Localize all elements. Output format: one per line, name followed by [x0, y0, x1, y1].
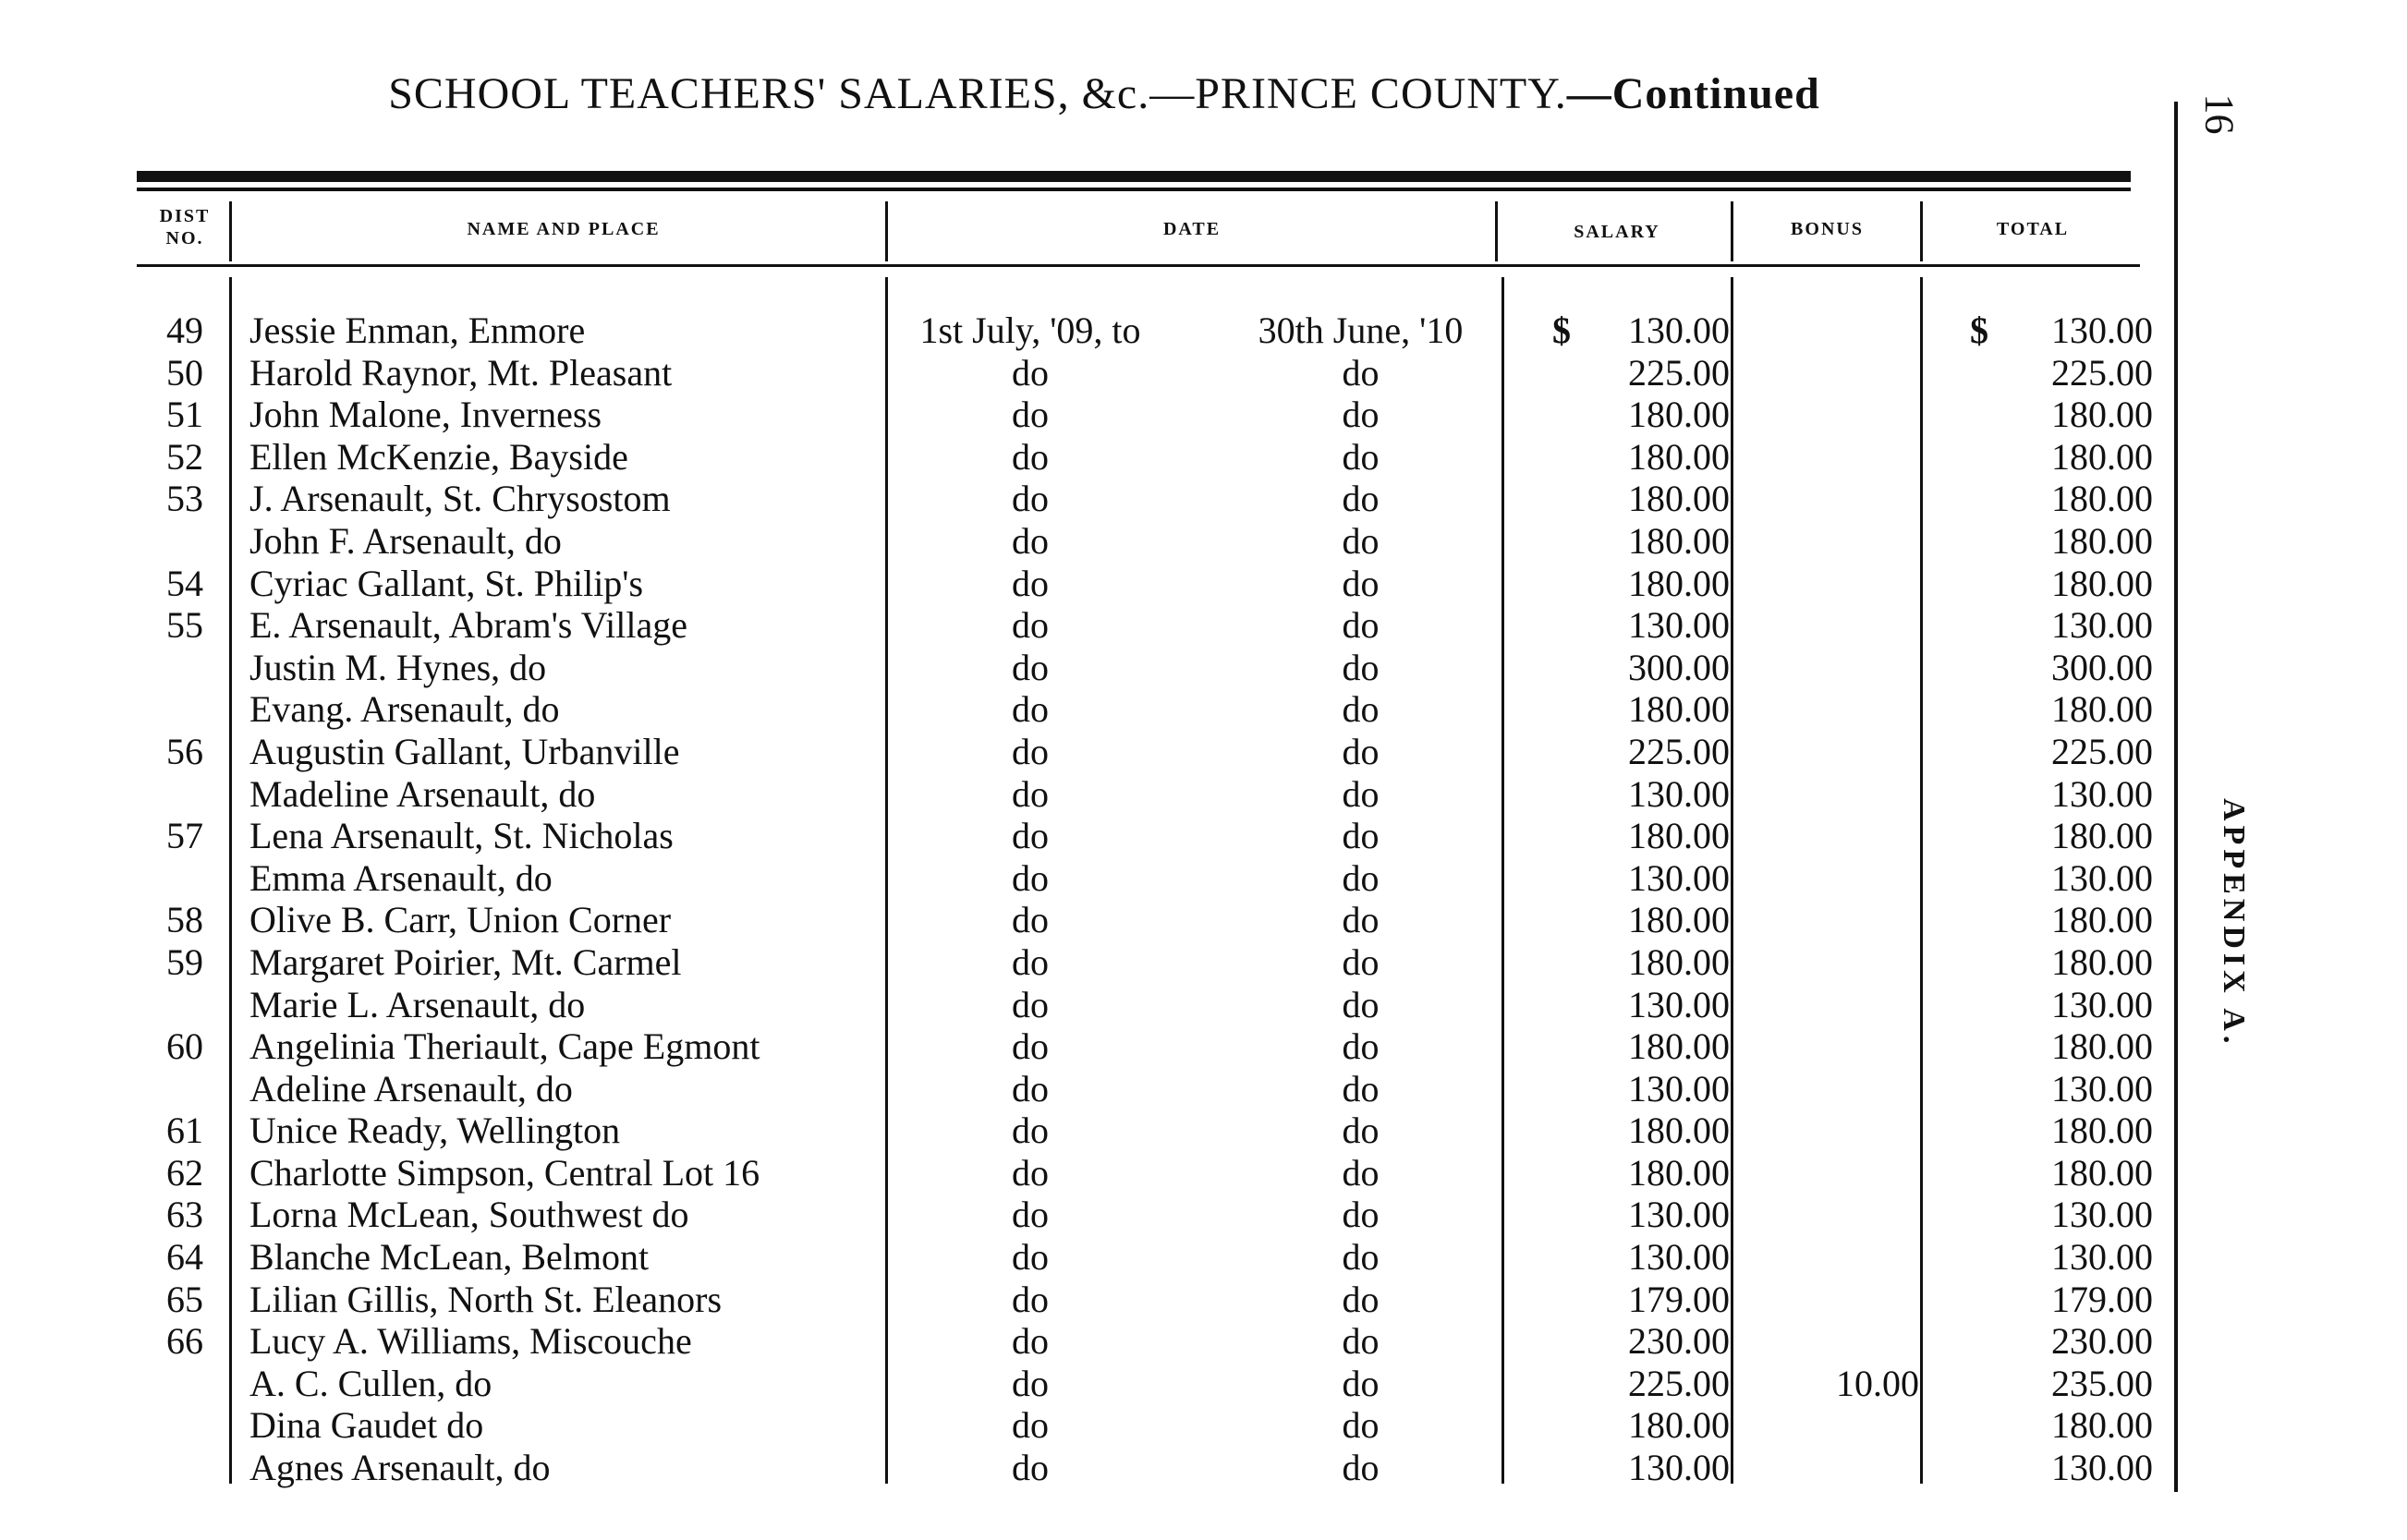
salary-cell: 180.00 — [1628, 940, 1730, 983]
date-to-cell: do — [1342, 1236, 1380, 1279]
dist-cell: 57 — [166, 815, 203, 857]
date-from-cell: do — [1012, 1110, 1049, 1152]
date-from-cell: do — [1012, 1025, 1049, 1068]
salary-cell: 180.00 — [1628, 688, 1730, 731]
name-place-cell: J. Arsenault, St. Chrysostom — [249, 478, 671, 520]
dist-cell: 54 — [166, 562, 203, 604]
date-to-cell: do — [1342, 394, 1380, 436]
salary-cell: 130.00 — [1628, 983, 1730, 1025]
table-row — [0, 1320, 2407, 1363]
column-header-dist: DIST NO. — [159, 206, 211, 249]
salary-cell: 180.00 — [1628, 478, 1730, 520]
date-to-cell: do — [1342, 478, 1380, 520]
name-place-cell: Angelinia Theriault, Cape Egmont — [249, 1025, 760, 1068]
salary-cell: 130.00 — [1628, 1236, 1730, 1279]
header-thick-rule — [137, 171, 2131, 182]
salary-cell: 130.00 — [1628, 309, 1730, 351]
total-cell: 180.00 — [2051, 1110, 2153, 1152]
date-from-cell: do — [1012, 730, 1049, 772]
name-place-cell: Lena Arsenault, St. Nicholas — [249, 815, 674, 857]
total-cell: 180.00 — [2051, 940, 2153, 983]
column-divider — [1495, 201, 1498, 261]
bonus-cell: 10.00 — [1836, 1362, 1919, 1404]
date-from-cell: do — [1012, 1194, 1049, 1236]
date-from-cell: 1st July, '09, to — [919, 309, 1141, 351]
column-header-total: TOTAL — [1996, 219, 2070, 239]
total-cell: 180.00 — [2051, 519, 2153, 562]
date-to-cell: do — [1342, 899, 1380, 941]
salary-cell: 179.00 — [1628, 1278, 1730, 1320]
table-row — [0, 1110, 2407, 1152]
date-from-cell: do — [1012, 1404, 1049, 1447]
date-from-cell: do — [1012, 856, 1049, 899]
salary-cell: 130.00 — [1628, 604, 1730, 647]
table-row — [0, 899, 2407, 941]
date-from-cell: do — [1012, 394, 1049, 436]
date-to-cell: do — [1342, 562, 1380, 604]
salary-cell: 130.00 — [1628, 1067, 1730, 1110]
salary-cell: 225.00 — [1628, 1362, 1730, 1404]
total-cell: 130.00 — [2051, 1447, 2153, 1489]
name-place-cell: Ellen McKenzie, Bayside — [249, 435, 628, 478]
date-to-cell: do — [1342, 1447, 1380, 1489]
date-to-cell: do — [1342, 1194, 1380, 1236]
table-row — [0, 857, 2407, 900]
date-to-cell: do — [1342, 351, 1380, 394]
dist-cell: 63 — [166, 1194, 203, 1236]
total-cell: 225.00 — [2051, 351, 2153, 394]
date-from-cell: do — [1012, 519, 1049, 562]
table-row — [0, 563, 2407, 605]
dist-cell: 60 — [166, 1025, 203, 1068]
table-row — [0, 688, 2407, 731]
total-cell: 130.00 — [2051, 856, 2153, 899]
page-title-main: SCHOOL TEACHERS' SALARIES, &c.—PRINCE COUNTY. — [388, 69, 1567, 118]
table-row — [0, 773, 2407, 816]
column-divider — [1731, 201, 1733, 261]
date-to-cell: do — [1342, 1151, 1380, 1194]
total-cell: 180.00 — [2051, 899, 2153, 941]
table-row — [0, 815, 2407, 857]
salary-table-body — [0, 309, 2407, 1489]
name-place-cell: Unice Ready, Wellington — [249, 1110, 621, 1152]
table-row — [0, 436, 2407, 479]
date-to-cell: do — [1342, 1404, 1380, 1447]
date-to-cell: do — [1342, 856, 1380, 899]
date-from-cell: do — [1012, 1151, 1049, 1194]
salary-cell: 130.00 — [1628, 1447, 1730, 1489]
name-place-cell: Agnes Arsenault, do — [249, 1447, 551, 1489]
name-place-cell: Emma Arsenault, do — [249, 856, 553, 899]
total-cell: 179.00 — [2051, 1278, 2153, 1320]
salary-cell: 180.00 — [1628, 1151, 1730, 1194]
header-thin-rule — [137, 188, 2131, 191]
dist-cell: 61 — [166, 1110, 203, 1152]
page-number: 16 — [2196, 93, 2243, 135]
date-from-cell: do — [1012, 688, 1049, 731]
total-cell: 130.00 — [2051, 1194, 2153, 1236]
total-cell: 180.00 — [2051, 1025, 2153, 1068]
table-row — [0, 1236, 2407, 1279]
name-place-cell: Madeline Arsenault, do — [249, 772, 596, 815]
column-divider — [229, 201, 232, 261]
date-from-cell: do — [1012, 1067, 1049, 1110]
salary-cell: 180.00 — [1628, 815, 1730, 857]
dist-cell: 51 — [166, 394, 203, 436]
date-from-cell: do — [1012, 1447, 1049, 1489]
date-to-cell: do — [1342, 1320, 1380, 1363]
date-to-cell: do — [1342, 646, 1380, 688]
name-place-cell: E. Arsenault, Abram's Village — [249, 604, 687, 647]
total-cell: 180.00 — [2051, 435, 2153, 478]
name-place-cell: Jessie Enman, Enmore — [249, 309, 586, 351]
name-place-cell: Augustin Gallant, Urbanville — [249, 730, 680, 772]
table-row — [0, 1152, 2407, 1194]
table-row — [0, 984, 2407, 1026]
name-place-cell: Marie L. Arsenault, do — [249, 983, 586, 1025]
name-place-cell: Evang. Arsenault, do — [249, 688, 560, 731]
dist-cell: 62 — [166, 1151, 203, 1194]
dist-cell: 55 — [166, 604, 203, 647]
date-from-cell: do — [1012, 1236, 1049, 1279]
date-to-cell: do — [1342, 730, 1380, 772]
date-to-cell: do — [1342, 815, 1380, 857]
date-to-cell: do — [1342, 1067, 1380, 1110]
salary-cell: 180.00 — [1628, 519, 1730, 562]
name-place-cell: John F. Arsenault, do — [249, 519, 562, 562]
total-cell: 130.00 — [2051, 309, 2153, 351]
date-to-cell: do — [1342, 983, 1380, 1025]
total-cell: 225.00 — [2051, 730, 2153, 772]
column-header-bonus: BONUS — [1791, 219, 1864, 239]
date-to-cell: do — [1342, 604, 1380, 647]
page-title-continued: —Continued — [1566, 69, 1820, 118]
total-cell: 235.00 — [2051, 1362, 2153, 1404]
total-cell: 300.00 — [2051, 646, 2153, 688]
table-row — [0, 647, 2407, 689]
name-place-cell: Lorna McLean, Southwest do — [249, 1194, 689, 1236]
name-place-cell: Cyriac Gallant, St. Philip's — [249, 562, 644, 604]
date-to-cell: do — [1342, 519, 1380, 562]
page-title — [0, 68, 2208, 119]
date-from-cell: do — [1012, 772, 1049, 815]
table-row — [0, 1363, 2407, 1405]
date-from-cell: do — [1012, 562, 1049, 604]
salary-cell: 180.00 — [1628, 1025, 1730, 1068]
date-from-cell: do — [1012, 646, 1049, 688]
total-cell: 180.00 — [2051, 1404, 2153, 1447]
salary-cell: 225.00 — [1628, 730, 1730, 772]
name-place-cell: Justin M. Hynes, do — [249, 646, 547, 688]
salary-cell: 130.00 — [1628, 856, 1730, 899]
column-header-salary: SALARY — [1574, 222, 1660, 242]
name-place-cell: Olive B. Carr, Union Corner — [249, 899, 672, 941]
salary-cell: 180.00 — [1628, 899, 1730, 941]
table-row — [0, 604, 2407, 647]
date-from-cell: do — [1012, 1320, 1049, 1363]
date-to-cell: do — [1342, 435, 1380, 478]
total-currency-symbol: $ — [1970, 309, 1988, 351]
date-from-cell: do — [1012, 1278, 1049, 1320]
salary-cell: 180.00 — [1628, 562, 1730, 604]
salary-cell: 180.00 — [1628, 1404, 1730, 1447]
dist-cell: 56 — [166, 730, 203, 772]
total-cell: 180.00 — [2051, 562, 2153, 604]
date-from-cell: do — [1012, 604, 1049, 647]
date-to-cell: do — [1342, 1278, 1380, 1320]
dist-cell: 64 — [166, 1236, 203, 1279]
dist-cell: 50 — [166, 351, 203, 394]
table-row — [0, 352, 2407, 394]
salary-cell: 130.00 — [1628, 1194, 1730, 1236]
date-from-cell: do — [1012, 435, 1049, 478]
salary-cell: 300.00 — [1628, 646, 1730, 688]
table-row — [0, 731, 2407, 773]
dist-cell: 58 — [166, 899, 203, 941]
name-place-cell: A. C. Cullen, do — [249, 1362, 492, 1404]
dist-cell: 59 — [166, 940, 203, 983]
date-to-cell: 30th June, '10 — [1258, 309, 1464, 351]
date-to-cell: do — [1342, 688, 1380, 731]
name-place-cell: Lilian Gillis, North St. Eleanors — [249, 1278, 723, 1320]
table-row — [0, 1447, 2407, 1489]
salary-currency-symbol: $ — [1552, 309, 1571, 351]
name-place-cell: Margaret Poirier, Mt. Carmel — [249, 940, 682, 983]
date-from-cell: do — [1012, 1362, 1049, 1404]
appendix-label: APPENDIX A. — [2217, 798, 2251, 1049]
column-header-date: DATE — [1162, 219, 1222, 239]
total-cell: 130.00 — [2051, 772, 2153, 815]
name-place-cell: Lucy A. Williams, Miscouche — [249, 1320, 692, 1363]
name-place-cell: Blanche McLean, Belmont — [249, 1236, 650, 1279]
date-to-cell: do — [1342, 940, 1380, 983]
total-cell: 130.00 — [2051, 1067, 2153, 1110]
date-from-cell: do — [1012, 940, 1049, 983]
total-cell: 130.00 — [2051, 604, 2153, 647]
date-from-cell: do — [1012, 899, 1049, 941]
column-divider — [1920, 201, 1923, 261]
dist-cell: 49 — [166, 309, 203, 351]
dist-cell: 52 — [166, 435, 203, 478]
column-header-rule — [137, 264, 2140, 267]
table-row — [0, 309, 2407, 352]
date-to-cell: do — [1342, 772, 1380, 815]
salary-cell: 230.00 — [1628, 1320, 1730, 1363]
date-from-cell: do — [1012, 815, 1049, 857]
salary-cell: 180.00 — [1628, 1110, 1730, 1152]
salary-cell: 225.00 — [1628, 351, 1730, 394]
total-cell: 130.00 — [2051, 983, 2153, 1025]
total-cell: 180.00 — [2051, 394, 2153, 436]
date-from-cell: do — [1012, 983, 1049, 1025]
table-row — [0, 1404, 2407, 1447]
date-to-cell: do — [1342, 1025, 1380, 1068]
column-header-name: NAME AND PLACE — [467, 219, 661, 239]
table-row — [0, 394, 2407, 436]
salary-cell: 180.00 — [1628, 394, 1730, 436]
table-row — [0, 1068, 2407, 1110]
name-place-cell: Dina Gaudet do — [249, 1404, 484, 1447]
dist-cell: 53 — [166, 478, 203, 520]
table-row — [0, 520, 2407, 563]
table-row — [0, 478, 2407, 520]
date-from-cell: do — [1012, 351, 1049, 394]
total-cell: 130.00 — [2051, 1236, 2153, 1279]
salary-cell: 180.00 — [1628, 435, 1730, 478]
total-cell: 230.00 — [2051, 1320, 2153, 1363]
name-place-cell: John Malone, Inverness — [249, 394, 602, 436]
table-row — [0, 1025, 2407, 1068]
date-to-cell: do — [1342, 1110, 1380, 1152]
date-to-cell: do — [1342, 1362, 1380, 1404]
total-cell: 180.00 — [2051, 815, 2153, 857]
date-from-cell: do — [1012, 478, 1049, 520]
name-place-cell: Charlotte Simpson, Central Lot 16 — [249, 1151, 760, 1194]
salary-cell: 130.00 — [1628, 772, 1730, 815]
column-divider — [885, 201, 888, 261]
dist-cell: 66 — [166, 1320, 203, 1363]
total-cell: 180.00 — [2051, 1151, 2153, 1194]
table-row — [0, 941, 2407, 984]
table-row — [0, 1194, 2407, 1236]
total-cell: 180.00 — [2051, 688, 2153, 731]
table-row — [0, 1279, 2407, 1321]
name-place-cell: Harold Raynor, Mt. Pleasant — [249, 351, 673, 394]
name-place-cell: Adeline Arsenault, do — [249, 1067, 573, 1110]
dist-cell: 65 — [166, 1278, 203, 1320]
total-cell: 180.00 — [2051, 478, 2153, 520]
